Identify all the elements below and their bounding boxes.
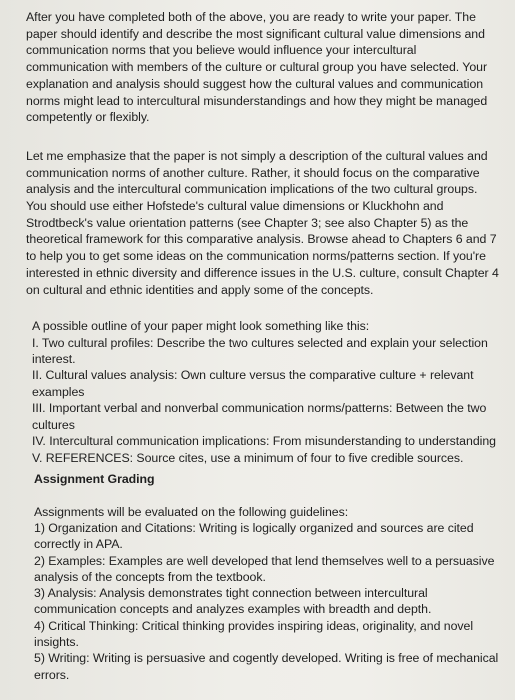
grading-item-4: 4) Critical Thinking: Critical thinking provides inspiring ideas, originality, and novel insights. [34,618,474,649]
grading-item-5: 5) Writing: Writing is persuasive and cogently developed. Writing is free of mechanical errors. [34,651,499,682]
grading-intro: Assignments will be evaluated on the following guidelines: [34,504,349,519]
emphasis-paragraph: Let me emphasize that the paper is not simply a description of the cultural values and communication norms of another culture. Rather, it should focus on the comparative analysis and the intercultural communication implications of the two cultural groups. You should use either Hofstede's cultural value dimensions or Kluckhohn and Strodtbeck's value orientation patterns (see Chapter 3; see also Chapter 5) as the theoretical framework for this comparative analysis. Browse ahead to Chapters 6 and 7 to help you to get some ideas on the communication norms/patterns section. If you're interested in ethnic diversity and difference issues in the U.S. culture, consult Chapter 4 on cultural and ethnic identities and apply some of the concepts. [26,148,499,297]
outline-item-2: II. Cultural values analysis: Own culture versus the comparative culture + relevant examples [32,368,474,399]
paper-outline [26,318,501,466]
outline-item-5: V. REFERENCES: Source cites, use a minimum of four to five credible sources. [32,450,464,465]
grading-guidelines [26,504,501,683]
grading-heading: Assignment Grading [34,471,155,486]
outline-item-1: I. Two cultural profiles: Describe the two cultures selected and explain your selection interest. [32,335,488,367]
outline-item-4: IV. Intercultural communication implications: From misunderstanding to understanding [32,434,496,449]
grading-item-1: 1) Organization and Citations: Writing is logically organized and sources are cited correctly in APA. [34,520,474,552]
outline-intro: A possible outline of your paper might look something like this: [32,319,370,334]
outline-item-3: III. Important verbal and nonverbal communication norms/patterns: Between the two cultures [32,401,487,432]
intro-paragraph: After you have completed both of the above, you are ready to write your paper. The paper should identify and describe the most significant cultural value dimensions and communication norms that you believe would influence your intercultural communication with members of the culture or cultural group you have selected. Your explanation and analysis should suggest how the cultural values and communication norms might lead to intercultural misunderstandings and how they might be managed competently or flexibly. [26,10,488,125]
grading-item-3: 3) Analysis: Analysis demonstrates tight connection between intercultural communication concepts and analyzes examples with breadth and depth. [34,586,432,617]
grading-item-2: 2) Examples: Examples are well developed that lend themselves well to a persuasive analysis of the concepts from the textbook. [34,553,495,584]
